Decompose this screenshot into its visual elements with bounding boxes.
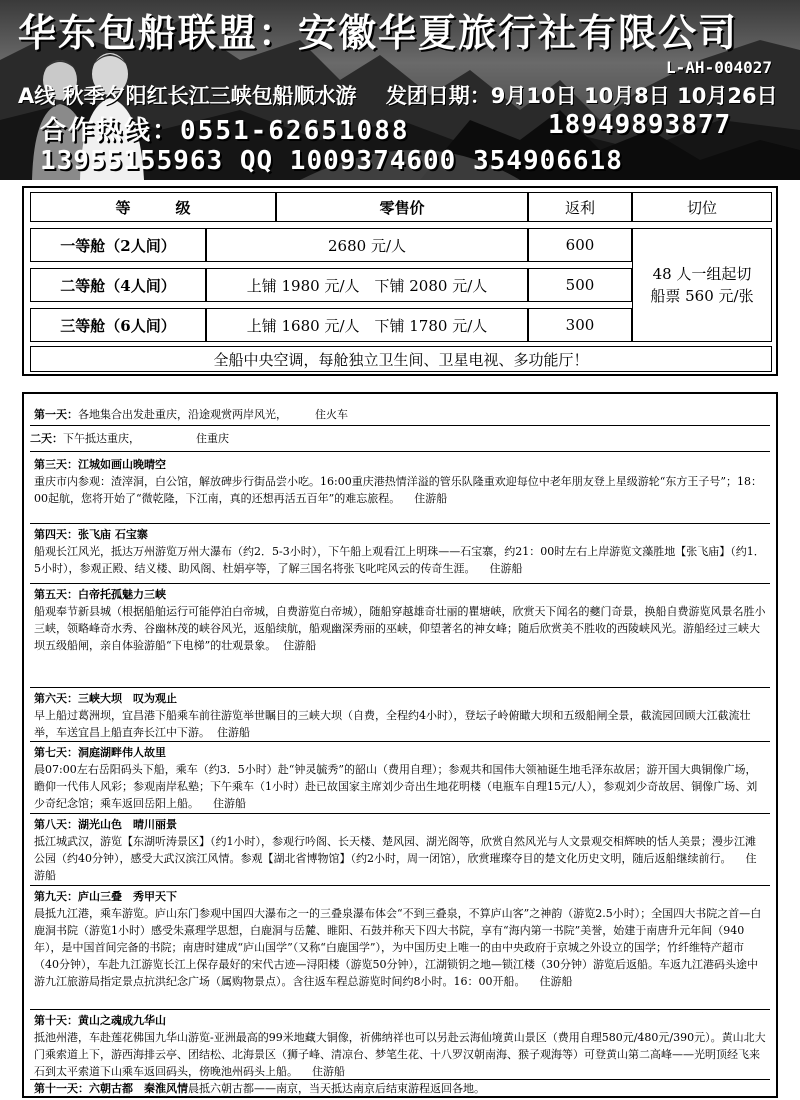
price-first-class: 2680 元/人: [206, 228, 528, 262]
day-stay: 住重庆: [195, 432, 229, 445]
allotment-line-2: 船票 560 元/张: [650, 287, 754, 305]
day-text: 各地集合出发赴重庆，沿途观赏两岸风光，: [78, 408, 287, 421]
allotment-line-1: 48 人一组起切: [652, 265, 752, 283]
route-name: A线 秋季夕阳红长江三峡包船顺水游: [18, 84, 357, 108]
hotline: [40, 110, 410, 147]
day-heading: 第五天：白帝托孤魅力三峡: [34, 588, 166, 601]
header-banner: [0, 0, 800, 180]
day-heading: 二天：: [30, 432, 63, 445]
itinerary-day-6: [30, 688, 770, 742]
price-second-class: 上铺 1980 元/人 下铺 2080 元/人: [206, 268, 528, 302]
itinerary-day-1: [30, 404, 770, 426]
day-heading: 第七天：洞庭湖畔伟人故里: [34, 746, 166, 759]
day-text: 晨07:00左右岳阳码头下船，乘车（约3．5小时）赴“钟灵毓秀”的韶山（费用自理）；参观共和国伟大领袖诞生地毛泽东故居；游开国大典铜像广场，瞻仰一代伟人风彩；参观南岸私塾；下午乘车（1小时）赴已故国家主席刘少奇出生地花明楼（电瓶车自理15元/人），参观刘少奇故居、铜像广场、刘少奇纪念馆；乘车返回岳阳上船。: [34, 763, 758, 810]
day-text: 重庆市内参观：渣滓洞，白公馆，解放碑步行街品尝小吃。16:00重庆港热情洋溢的管乐队隆重欢迎每位中老年朋友登上星级游轮“东方王子号”；18：00起航，您将开始了“微乾隆，下江南，真的还想再活五百年”的难忘旅程。: [34, 475, 762, 505]
company-title: 华东包船联盟：安徽华夏旅行社有限公司: [18, 11, 739, 55]
rebate-second-class: 500: [528, 268, 632, 302]
price-table: [22, 186, 778, 376]
departure-dates: 发团日期：9月10日 10月8日 10月26日: [385, 84, 778, 108]
amenities-note: 全船中央空调，每舱独立卫生间、卫星电视、多功能厅！: [30, 346, 772, 372]
itinerary-day-8: [30, 814, 770, 886]
rebate-third-class: 300: [528, 308, 632, 342]
itinerary-day-11: [30, 1080, 770, 1098]
day-heading: 第九天：庐山三叠 秀甲天下: [34, 890, 177, 903]
day-stay: 住游船: [213, 797, 246, 810]
day-text: 早上船过葛洲坝，宜昌港下船乘车前往游览举世瞩目的三峡大坝（自费，全程约4小时），登坛子岭俯瞰大坝和五级船闸全景，截流园回顾大江截流壮举，车送宜昌上船直奔长江中下游。: [34, 709, 751, 739]
day-heading: 第八天：湖光山色 晴川丽景: [34, 818, 177, 831]
itinerary-day-7: [30, 742, 770, 814]
itinerary-day-5: [30, 584, 770, 688]
rebate-first-class: 600: [528, 228, 632, 262]
day-text: 船观奉节新县城（根据船舶运行可能停泊白帝城，自费游览白帝城），随船穿越雄奇壮丽的瞿塘峡，欣赏天下闻名的夔门奇景，换船自费游览风景名胜小三峡，领略峰奇水秀、谷幽林茂的峡谷风光，返船续航，船观幽深秀丽的巫峡，仰望著名的神女峰；随后欣赏美不胜收的西陵峡风光。游船经过三峡大坝五级船闸，亲自体验游船“下电梯”的壮观景象。: [34, 605, 766, 652]
grade-second-class: 二等舱（4人间）: [30, 268, 206, 302]
header-retail-price: 零售价: [276, 192, 528, 222]
day-heading: 第四天：张飞庙 石宝寨: [34, 528, 148, 541]
itinerary-day-4: [30, 524, 770, 584]
header-rebate: 返利: [528, 192, 632, 222]
price-third-class: 上铺 1680 元/人 下铺 1780 元/人: [206, 308, 528, 342]
hotline-mobile: 18949893877: [548, 110, 732, 140]
day-heading: 第三天：江城如画山晚晴空: [34, 458, 166, 471]
grade-third-class: 三等舱（6人间）: [30, 308, 206, 342]
license-number: L-AH-004027: [666, 58, 772, 77]
day-stay: 住游船: [217, 726, 250, 739]
day-stay: 住游船: [539, 975, 573, 988]
itinerary-day-10: [30, 1010, 770, 1080]
day-text: 船观长江风光，抵达万州游览万州大瀑布（约2．5-3小时），下午船上观看江上明珠——石宝寨，约21：00时左右上岸游览文藻胜地【张飞庙】（约1．5小时），参观正殿、结义楼、助风阁、杜娟亭等，了解三国名将张飞叱咤风云的传奇生涯。: [34, 545, 765, 575]
day-heading: 第六天：三峡大坝 叹为观止: [34, 692, 177, 705]
day-stay: 住火车: [314, 408, 348, 421]
day-heading: 第十天：黄山之魂成九华山: [34, 1014, 166, 1027]
itinerary: [22, 392, 778, 1098]
day-text: 晨抵六朝古都——南京，当天抵达南京后结束游程返回各地。: [188, 1082, 485, 1095]
day-text: 下午抵达重庆，: [63, 432, 140, 445]
day-stay: 住游船: [489, 562, 523, 575]
day-text: 晨抵九江港，乘车游览。庐山东门参观中国四大瀑布之一的三叠泉瀑布体会“不到三叠泉，不算庐山客”之神韵（游览2.5小时）；全国四大书院之首—白鹿洞书院（游览1小时）感受朱熹理学思想，白鹿洞与岳麓、睢阳、石鼓并称天下四大书院，享有“海内第一书院”美誉，始建于南唐升元年间（940年），是中国首间完备的书院；南唐时建成“庐山国学”（又称“白鹿国学”），为中国历史上唯一的由中央政府于京城之外设立的国学；竹纤维特产超市（40分钟），车赴九江游览长江上保存最好的宋代古迹—浔阳楼（游览50分钟），江湖锁钥之地—锁江楼（30分钟）游览后返船。车返九江港码头途中游九江旅游局指定景点抗洪纪念广场（属购物景点）。含往返车程总游览时间约8小时。16：00开船。: [34, 907, 762, 988]
hotline-tel: 0551-62651088: [180, 116, 410, 146]
day-stay: 住游船: [414, 492, 448, 505]
header-grade: 等 级: [30, 192, 276, 222]
day-heading: 第十一天：六朝古都 秦淮风情: [34, 1082, 188, 1095]
itinerary-day-9: [30, 886, 770, 1010]
route-and-dates: [18, 80, 778, 110]
contact-phones-qq: 13955155963 QQ 1009374600 354906618: [40, 146, 623, 176]
itinerary-day-2: [30, 428, 770, 452]
itinerary-day-3: [30, 454, 770, 524]
day-stay: 住游船: [283, 639, 317, 652]
day-text: 抵江城武汉，游览【东湖听涛景区】（约1小时），参观行吟阁、长天楼、楚风园、湖光阁等，欣赏自然风光与人文景观交相辉映的恬人美景；漫步江滩公园（约40分钟），感受大武汉滨江风情。参观【湖北省博物馆】（约2小时，周一闭馆），欣赏璀璨夺目的楚文化历史文明，随后返船继续前行。: [34, 835, 756, 865]
day-heading: 第一天：: [34, 408, 78, 421]
day-stay: 住游船: [34, 852, 757, 882]
grade-first-class: 一等舱（2人间）: [30, 228, 206, 262]
hotline-label: 合作热线：: [40, 116, 181, 146]
header-allotment: 切位: [632, 192, 772, 222]
day-stay: 住游船: [312, 1065, 345, 1078]
day-text: 抵池州港，车赴莲花佛国九华山游览-亚洲最高的99米地藏大铜像，祈佛纳祥也可以另赴云海仙境黄山景区（费用自理580元/480元/390元）。黄山北大门乘索道上下，游西海排云亭、团结松、北海景区（狮子峰、清凉台、梦笔生花、十八罗汉朝南海、猴子观海等）可登黄山第二高峰——光明顶经飞来石到太平索道下山乘车返回码头，傍晚池州码头上船。: [34, 1031, 766, 1078]
allotment-info: [632, 228, 772, 342]
